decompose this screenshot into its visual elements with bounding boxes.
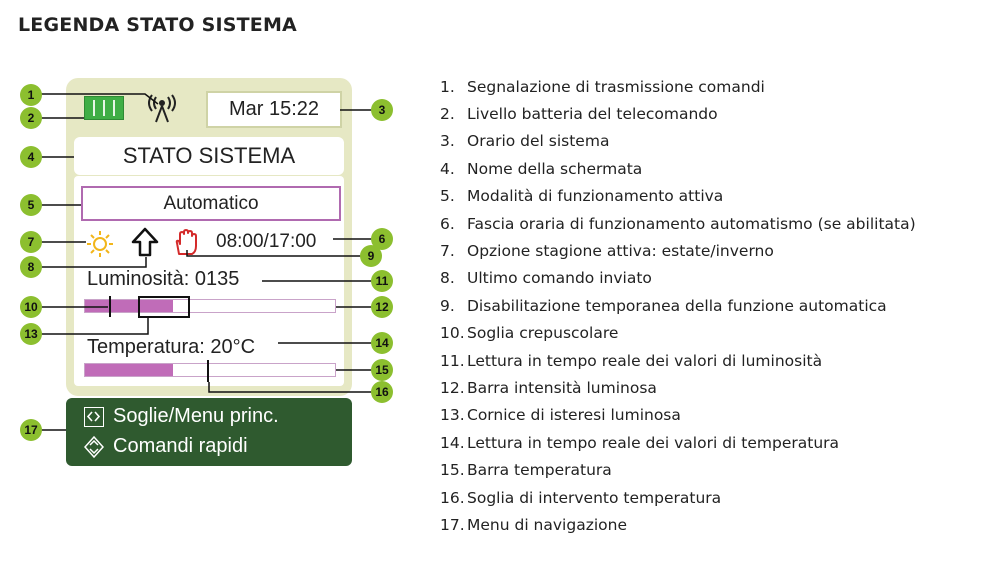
legend-item [440, 210, 916, 237]
legend-text: Lettura in tempo reale dei valori di temperatura [467, 433, 840, 452]
legend-item [440, 155, 916, 182]
legend-item [440, 320, 916, 347]
legend-number: 7. [440, 242, 455, 261]
temperature-reading: Temperatura: 20°C [87, 336, 256, 358]
callout-badge: 1 [20, 84, 42, 106]
nav-item-2-label: Comandi rapidi [113, 435, 248, 457]
callout-badge: 3 [371, 99, 393, 121]
legend-number: 6. [440, 214, 455, 233]
callout-badge: 8 [20, 256, 42, 278]
callout-badge: 5 [20, 194, 42, 216]
legend-number: 12. [440, 378, 465, 397]
legend-number: 11. [440, 351, 465, 370]
callout-badge: 17 [20, 419, 42, 441]
legend-number: 1. [440, 77, 455, 96]
legend-number: 15. [440, 461, 465, 480]
legend-item [440, 292, 916, 319]
legend-number: 2. [440, 105, 455, 124]
legend-text: Menu di navigazione [467, 515, 627, 534]
legend-item [440, 128, 916, 155]
legend-text: Soglia crepuscolare [467, 324, 619, 343]
legend-text: Soglia di intervento temperatura [467, 488, 722, 507]
legend-text: Barra intensità luminosa [467, 378, 657, 397]
callout-badge: 16 [371, 381, 393, 403]
callout-badge: 14 [371, 332, 393, 354]
legend-number: 16. [440, 488, 465, 507]
legend-item [440, 100, 916, 127]
legend-item [440, 429, 916, 456]
legend-number: 8. [440, 269, 455, 288]
legend-item [440, 456, 916, 483]
callout-badge: 4 [20, 146, 42, 168]
legend-number: 5. [440, 187, 455, 206]
legend-item [440, 347, 916, 374]
legend-item [440, 183, 916, 210]
legend-text: Lettura in tempo reale dei valori di luminosità [467, 351, 823, 370]
legend-text: Nome della schermata [467, 159, 643, 178]
legend-number: 10. [440, 324, 465, 343]
legend-text: Fascia oraria di funzionamento automatismo (se abilitata) [467, 214, 916, 233]
mode-box: Automatico [81, 186, 341, 221]
legend-item [440, 402, 916, 429]
page-title: LEGENDA STATO SISTEMA [18, 14, 297, 36]
screen-name: STATO SISTEMA [74, 137, 344, 175]
callout-badge: 13 [20, 323, 42, 345]
luminosity-reading: Luminosità: 0135 [87, 268, 240, 290]
callout-badge: 7 [20, 231, 42, 253]
legend-text: Livello batteria del telecomando [467, 105, 718, 124]
legend-text: Barra temperatura [467, 461, 612, 480]
legend-number: 14. [440, 433, 465, 452]
legend-number: 9. [440, 296, 455, 315]
schedule-text: 08:00/17:00 [216, 231, 317, 252]
legend-item [440, 237, 916, 264]
legend-text: Modalità di funzionamento attiva [467, 187, 724, 206]
legend-item [440, 265, 916, 292]
legend-number: 17. [440, 515, 465, 534]
legend-number: 3. [440, 132, 455, 151]
legend-item [440, 374, 916, 401]
legend-text: Orario del sistema [467, 132, 610, 151]
legend-item [440, 73, 916, 100]
callout-badge: 15 [371, 359, 393, 381]
legend-item [440, 484, 916, 511]
callout-badge: 9 [360, 245, 382, 267]
legend-text: Segnalazione di trasmissione comandi [467, 77, 765, 96]
system-time: Mar 15:22 [206, 91, 342, 128]
legend-list [440, 73, 916, 539]
legend-text: Ultimo comando inviato [467, 269, 652, 288]
legend-number: 4. [440, 159, 455, 178]
legend-number: 13. [440, 406, 465, 425]
callout-badge: 6 [371, 228, 393, 250]
callout-badge: 11 [371, 270, 393, 292]
legend-text: Disabilitazione temporanea della funzione automatica [467, 296, 887, 315]
callout-badge: 12 [371, 296, 393, 318]
legend-item [440, 511, 916, 538]
callout-badge: 10 [20, 296, 42, 318]
nav-item-1-label: Soglie/Menu princ. [113, 405, 279, 427]
callout-badge: 2 [20, 107, 42, 129]
legend-text: Opzione stagione attiva: estate/inverno [467, 242, 774, 261]
legend-text: Cornice di isteresi luminosa [467, 406, 681, 425]
